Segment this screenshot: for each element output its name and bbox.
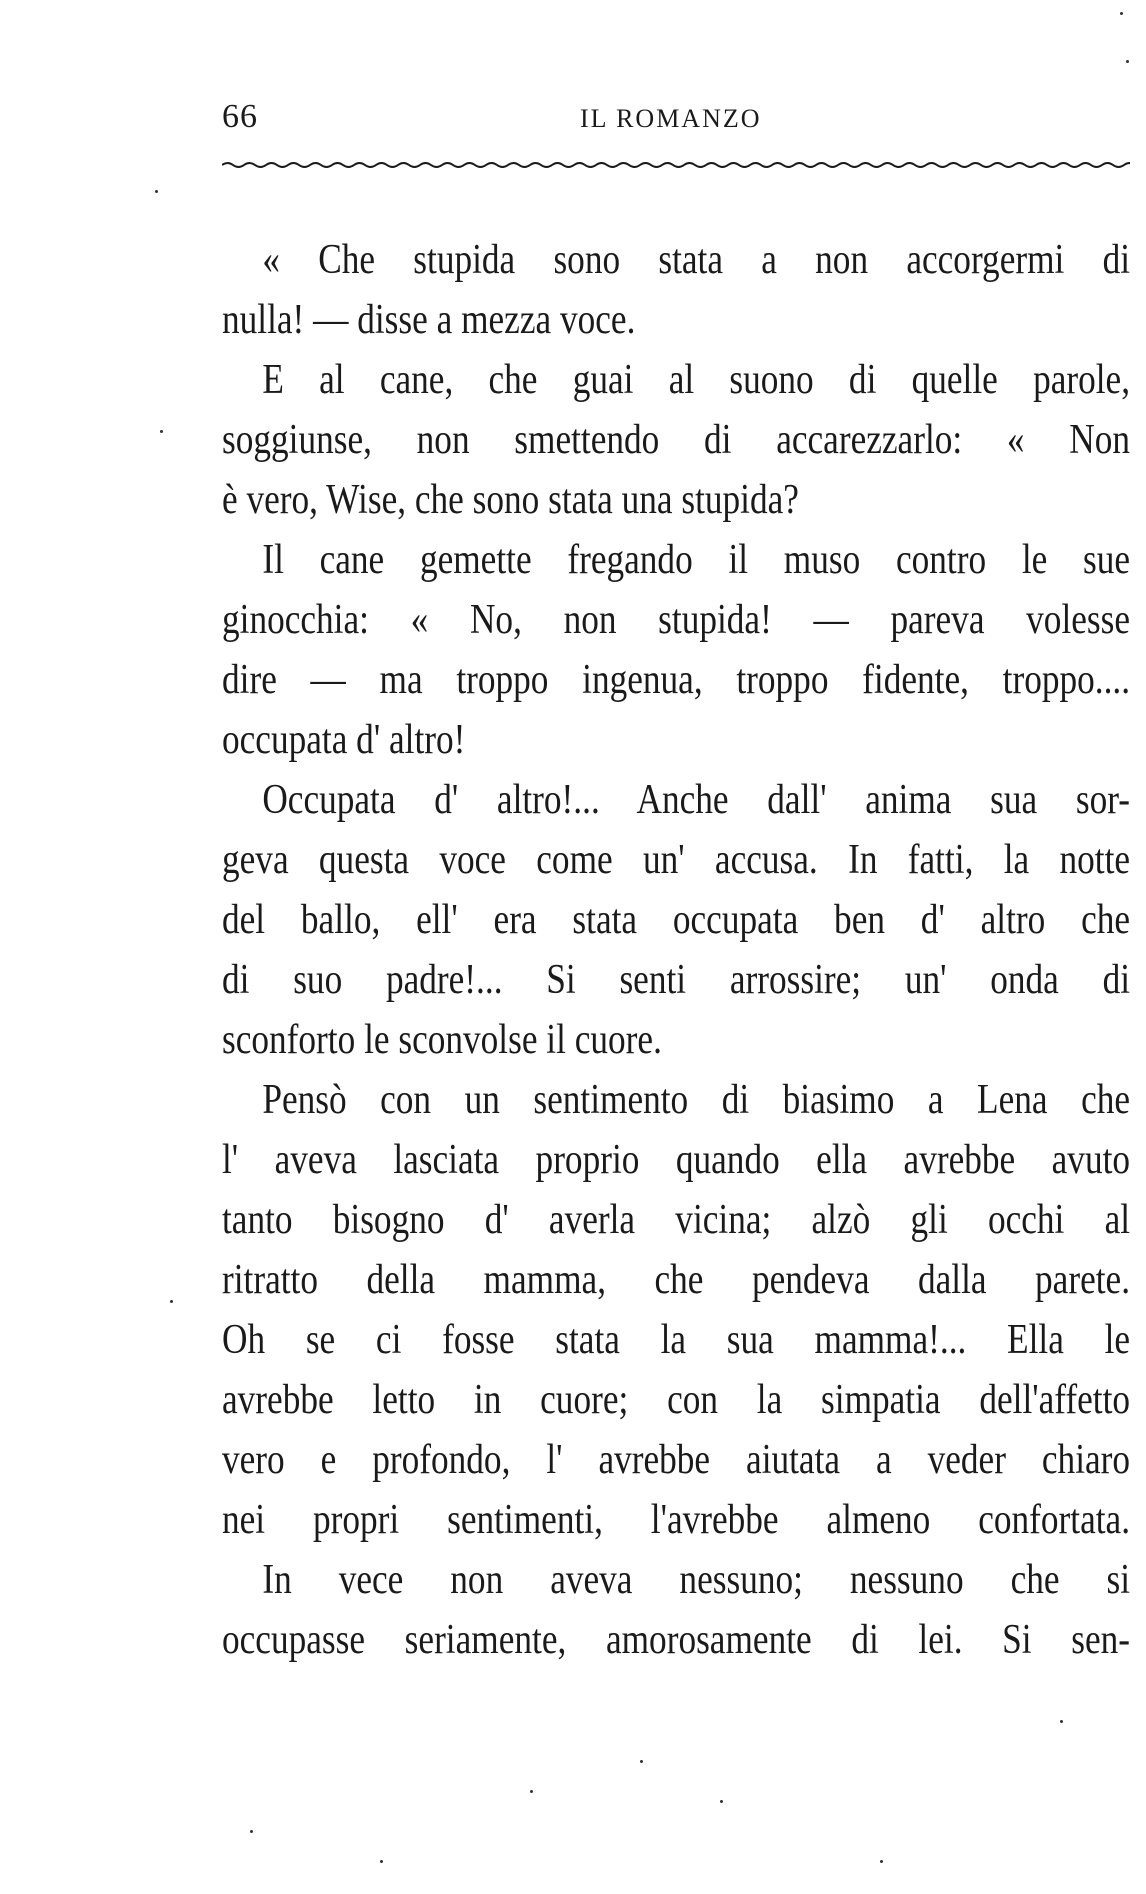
text-line: vero e profondo, l' avrebbe aiutata a veder chiaro [222, 1437, 1131, 1483]
text-line: nulla! — disse a mezza voce. [222, 297, 636, 343]
text-line: è vero, Wise, che sono stata una stupida? [222, 477, 799, 523]
text-line: In vece non aveva nessuno; nessuno che si [262, 1557, 1131, 1603]
text-line: avrebbe letto in cuore; con la simpatia dell'affetto [222, 1377, 1131, 1423]
text-line: Il cane gemette fregando il muso contro le sue [262, 537, 1131, 583]
text-line: occupasse seriamente, amorosamente di lei. Si sen- [222, 1617, 1131, 1663]
body-text [222, 230, 1130, 1670]
text-line: E al cane, che guai al suono di quelle parole, [262, 357, 1131, 403]
running-title: IL ROMANZO [580, 104, 762, 133]
text-line: nei propri sentimenti, l'avrebbe almeno confortata. [222, 1497, 1131, 1543]
text-line: Pensò con un sentimento di biasimo a Lena che [262, 1077, 1131, 1123]
page-number: 66 [222, 98, 258, 135]
text-line: tanto bisogno d' averla vicina; alzò gli occhi al [222, 1197, 1131, 1243]
text-line: « Che stupida sono stata a non accorgermi di [262, 237, 1131, 283]
text-line: dire — ma troppo ingenua, troppo fidente, troppo.... [222, 657, 1131, 703]
text-line: Occupata d' altro!... Anche dall' anima sua sor- [262, 777, 1131, 823]
text-line: l' aveva lasciata proprio quando ella avrebbe avuto [222, 1137, 1131, 1183]
text-line: occupata d' altro! [222, 717, 466, 763]
decorative-wavy-rule [222, 158, 1130, 172]
text-line: del ballo, ell' era stata occupata ben d' altro che [222, 897, 1131, 943]
text-line: Oh se ci fosse stata la sua mamma!... Ella le [222, 1317, 1131, 1363]
text-line: sconforto le sconvolse il cuore. [222, 1017, 662, 1063]
text-line: geva questa voce come un' accusa. In fatti, la notte [222, 837, 1131, 883]
text-line: ginocchia: « No, non stupida! — pareva volesse [222, 597, 1131, 643]
text-line: ritratto della mamma, che pendeva dalla parete. [222, 1257, 1131, 1303]
text-line: di suo padre!... Si senti arrossire; un' onda di [222, 957, 1131, 1003]
text-line: soggiunse, non smettendo di accarezzarlo: « Non [222, 417, 1131, 463]
